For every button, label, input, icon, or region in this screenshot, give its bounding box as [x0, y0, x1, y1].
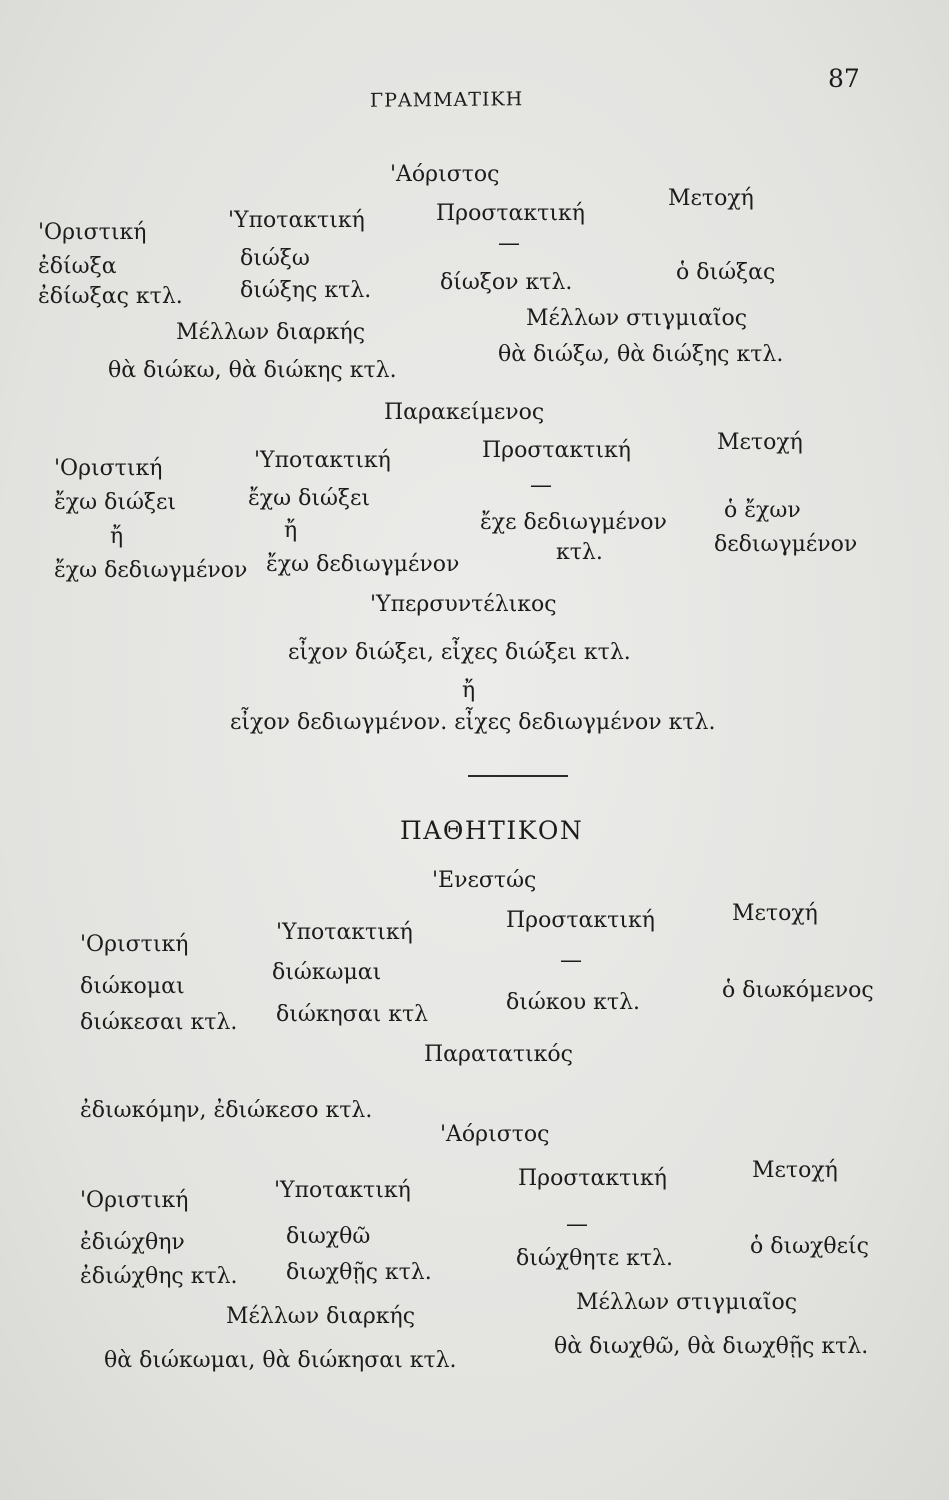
future-simple-forms: θὰ διωχθῶ, θὰ διωχθῇς κτλ.: [554, 1334, 869, 1359]
participle-label: Μετοχή: [668, 186, 754, 211]
form-subjunctive-1: ἔχω διώξει: [248, 486, 371, 511]
perfect-heading: Παρακείμενος: [384, 400, 545, 425]
present-heading: 'Ενεστώς: [432, 868, 537, 893]
future-continuous-forms: θὰ διώκω, θὰ διώκης κτλ.: [108, 358, 397, 383]
imperative-label: Προστακτική: [506, 908, 655, 933]
page-number: 87: [828, 64, 860, 93]
imperative-dash: —: [560, 948, 582, 973]
indicative-label: 'Οριστική: [80, 1188, 189, 1213]
imperative-dash: —: [498, 231, 520, 256]
subjunctive-label: 'Υποτακτική: [254, 448, 391, 473]
participle-label: Μετοχή: [732, 901, 818, 926]
form-subjunctive-2: ἔχω δεδιωγμένον: [266, 552, 460, 577]
form-participle-1: ὁ διωχθείς: [750, 1234, 869, 1259]
subjunctive-label: 'Υποτακτική: [274, 1178, 411, 1203]
running-header: ΓΡΑΜΜΑΤΙΚΗ: [369, 88, 524, 112]
form-participle-1: ὁ διωκόμενος: [722, 978, 874, 1003]
pluperfect-line-2: εἶχον δεδιωγμένον. εἶχες δεδιωγμένον κτλ.: [230, 710, 716, 735]
imperative-dash: —: [566, 1212, 588, 1237]
form-subjunctive-1: διώξω: [240, 246, 310, 271]
participle-label: Μετοχή: [717, 430, 803, 455]
form-subjunctive-2: διωχθῇς κτλ.: [286, 1260, 432, 1285]
imperative-dash: —: [530, 473, 552, 498]
form-subjunctive-2: διώξης κτλ.: [240, 278, 372, 303]
indicative-label: 'Οριστική: [80, 932, 189, 957]
pluperfect-line-1: εἶχον διώξει, εἶχες διώξει κτλ.: [288, 640, 631, 665]
form-imperative-1: διώχθητε κτλ.: [516, 1246, 673, 1271]
form-subjunctive-or: ἤ: [284, 518, 298, 543]
imperative-label: Προστακτική: [436, 201, 585, 226]
form-indicative-1: ἔχω διώξει: [54, 490, 177, 515]
subjunctive-label: 'Υποτακτική: [276, 920, 413, 945]
form-indicative-2: διώκεσαι κτλ.: [80, 1010, 238, 1035]
form-imperative-1: διώκου κτλ.: [506, 990, 641, 1015]
form-participle-2: δεδιωγμένον: [714, 532, 858, 557]
future-simple-forms: θὰ διώξω, θὰ διώξης κτλ.: [498, 342, 784, 367]
form-indicative-2: ἔχω δεδιωγμένον: [54, 558, 248, 583]
form-indicative-2: ἐδίωξας κτλ.: [38, 284, 183, 309]
passive-title: ΠΑΘΗΤΙΚΟΝ: [400, 816, 584, 845]
form-subjunctive-2: διώκησαι κτλ: [276, 1002, 429, 1027]
aorist-heading: 'Αόριστος: [440, 1122, 550, 1147]
form-imperative-2: κτλ.: [556, 540, 603, 565]
future-continuous-heading: Μέλλων διαρκής: [176, 320, 366, 345]
imperative-label: Προστακτική: [518, 1166, 667, 1191]
future-simple-heading: Μέλλων στιγμιαῖος: [526, 306, 748, 331]
form-subjunctive-1: διωχθῶ: [286, 1224, 371, 1249]
future-continuous-forms: θὰ διώκωμαι, θὰ διώκησαι κτλ.: [104, 1348, 457, 1373]
pluperfect-or: ἤ: [462, 678, 476, 703]
imperfect-forms: ἐδιωκόμην, ἐδιώκεσο κτλ.: [80, 1098, 373, 1123]
pluperfect-heading: 'Υπερσυντέλικος: [370, 592, 557, 617]
future-continuous-heading: Μέλλων διαρκής: [226, 1304, 416, 1329]
form-indicative-or: ἤ: [110, 524, 124, 549]
form-imperative-1: δίωξον κτλ.: [440, 270, 573, 295]
section-divider: [468, 775, 568, 777]
subjunctive-label: 'Υποτακτική: [228, 208, 365, 233]
form-indicative-1: διώκομαι: [80, 974, 185, 999]
form-subjunctive-1: διώκωμαι: [272, 960, 382, 985]
indicative-label: 'Οριστική: [54, 456, 163, 481]
participle-label: Μετοχή: [752, 1158, 838, 1183]
aorist-heading: 'Αόριστος: [390, 162, 500, 187]
form-participle-1: ὁ ἔχων: [724, 498, 801, 523]
form-indicative-1: ἐδιώχθην: [80, 1230, 185, 1255]
future-simple-heading: Μέλλων στιγμιαῖος: [576, 1290, 798, 1315]
imperative-label: Προστακτική: [482, 438, 631, 463]
form-imperative-1: ἔχε δεδιωγμένον: [480, 510, 667, 535]
indicative-label: 'Οριστική: [38, 220, 147, 245]
imperfect-heading: Παρατατικός: [424, 1042, 573, 1067]
form-participle-1: ὁ διώξας: [676, 260, 776, 285]
form-indicative-2: ἐδιώχθης κτλ.: [80, 1264, 238, 1289]
form-indicative-1: ἐδίωξα: [38, 254, 117, 279]
